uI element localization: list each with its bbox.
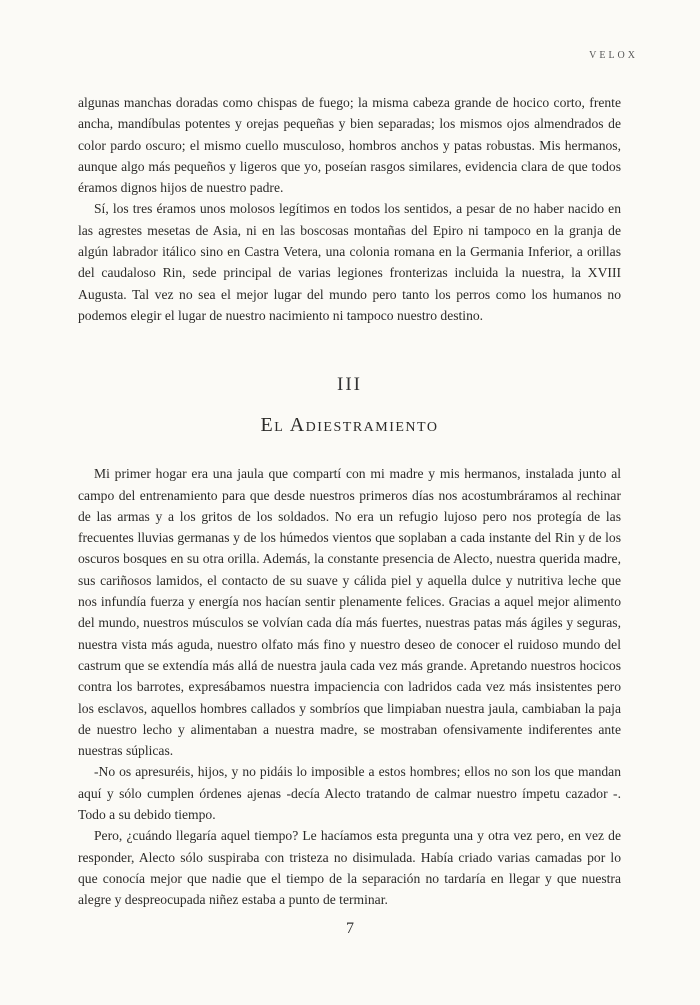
page-number: 7 (346, 920, 354, 937)
paragraph: -No os apresuréis, hijos, y no pidáis lo imposible a estos hombres; ellos no son los que mandan aquí y sólo cumplen órdenes ajenas -decía Alecto tratando de calmar nuestro ímpetu cazador -. Todo a su debido tiempo. (78, 764, 621, 823)
paragraph: Pero, ¿cuándo llegaría aquel tiempo? Le hacíamos esta pregunta una y otra vez pero, en vez de responder, Alecto sólo suspiraba con tristeza no disimulada. Había criado varias camadas por lo que conocía mejor que nadie que el tiempo de la separación no tardaría en llegar y que nuestra alegre y despreocupada niñez estaba a punto de terminar. (78, 828, 621, 908)
page-body (78, 92, 621, 911)
paragraph: Sí, los tres éramos unos molosos legítimos en todos los sentidos, a pesar de no haber nacido en las agrestes mesetas de Asia, ni en las boscosas montañas del Epiro ni tampoco en la granja de algún labrador itálico sino en Castra Vetera, una colonia romana en la Germania Inferior, a orillas del caudaloso Rin, sede principal de varias legiones fronterizas incluida la nuestra, la XVIII Augusta. Tal vez no sea el mejor lugar del mundo pero tanto los perros como los humanos no podemos elegir el lugar de nuestro nacimiento ni tampoco nuestro destino. (78, 201, 621, 323)
paragraph: algunas manchas doradas como chispas de fuego; la misma cabeza grande de hocico corto, frente ancha, mandíbulas potentes y orejas pequeñas y bien separadas; los mismos ojos almendrados de color pardo oscuro; el mismo cuello musculoso, hombros anchos y patas robustas. Mis hermanos, aunque algo más pequeños y ligeros que yo, poseían rasgos similares, evidencia clara de que todos éramos dignos hijos de nuestro padre. (78, 95, 621, 196)
chapter-number: III (337, 374, 362, 396)
chapter-title: El Adiestramiento (260, 414, 439, 437)
paragraph: Mi primer hogar era una jaula que compartí con mi madre y mis hermanos, instalada junto al campo del entrenamiento para que desde nuestros primeros días nos acostumbráramos al rechinar de las armas y a los gritos de los soldados. No era un refugio lujoso pero nos protegía de las frecuentes lluvias germanas y de los húmedos vientos que soplaban a cada instante del Rin y de los oscuros bosques en su otra orilla. Además, la constante presencia de Alecto, nuestra querida madre, sus cariñosos lamidos, el contacto de su suave y cálida piel y aquella dulce y nutritiva leche que nos infundía fuerza y energía nos hacían sentir plenamente felices. Gracias a aquel mejor alimento del mundo, nuestros músculos se volvían cada día más fuertes, nuestras patas más ágiles y seguras, nuestra vista más aguda, nuestro olfato más fino y nuestro deseo de conocer el ruidoso mundo del castrum que se extendía más allá de nuestra jaula cada vez más grande. Apretando nuestros hocicos contra los barrotes, expresábamos nuestra impaciencia con ladridos cada vez más insistentes pero los esclavos, aquellos hombres callados y sombríos que limpiaban nuestra jaula, cambiaban la paja de nuestro lecho y alimentaban a nuestra madre, se mostraban ofensivamente indiferentes ante nuestras súplicas. (78, 466, 621, 759)
running-head: VELOX (589, 50, 638, 61)
